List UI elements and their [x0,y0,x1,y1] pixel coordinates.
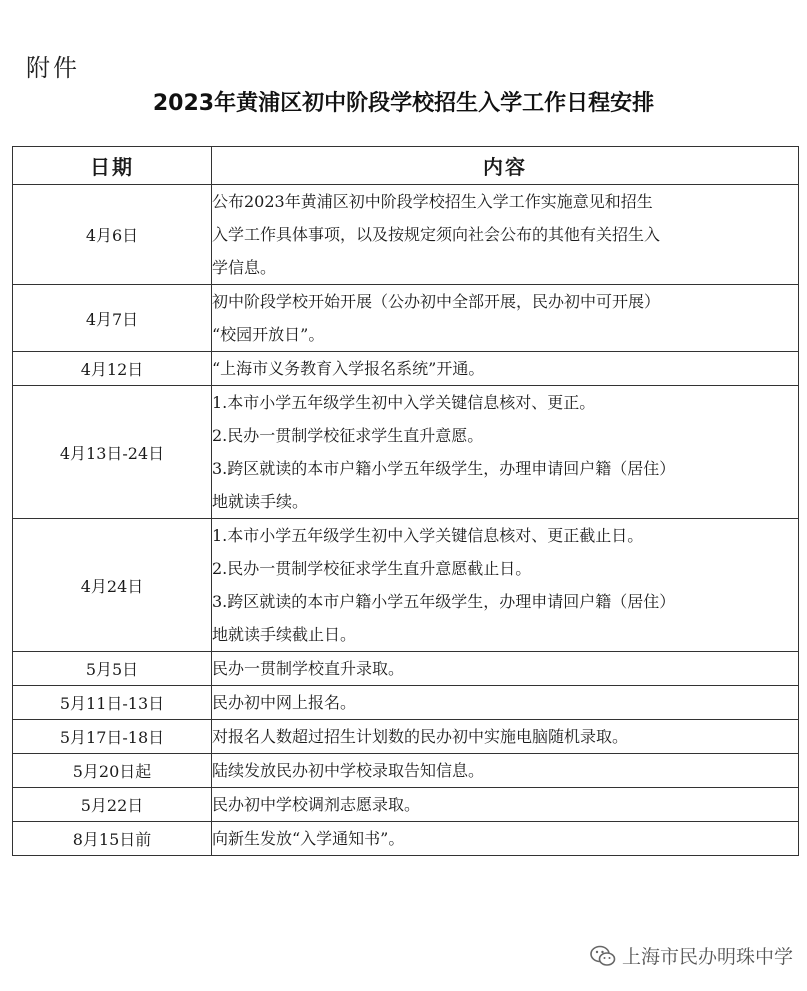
content-cell [212,822,799,856]
content-line: 向新生发放“入学通知书”。 [212,829,405,848]
content-line: 1.本市小学五年级学生初中入学关键信息核对、更正。 [212,393,596,412]
content-line: “校园开放日”。 [212,325,325,344]
content-cell [212,519,799,652]
date-cell: 5月17日-18日 [13,720,212,754]
date-cell: 4月7日 [13,285,212,352]
content-cell [212,386,799,519]
content-column-header: 内容 [212,147,799,185]
date-cell: 5月5日 [13,652,212,686]
content-cell [212,352,799,386]
content-line: 1.本市小学五年级学生初中入学关键信息核对、更正截止日。 [212,526,644,545]
table-header-row [13,147,799,185]
schedule-table [12,146,799,856]
content-line: 3.跨区就读的本市户籍小学五年级学生，办理申请回户籍（居住） [212,459,676,478]
content-line: 地就读手续截止日。 [212,625,357,644]
content-line: 入学工作具体事项，以及按规定须向社会公布的其他有关招生入 [212,225,661,244]
wechat-icon [590,945,616,967]
content-line: 地就读手续。 [212,492,309,511]
content-line: 学信息。 [212,258,277,277]
content-cell [212,686,799,720]
date-cell: 5月20日起 [13,754,212,788]
content-cell [212,652,799,686]
table-row [13,185,799,285]
date-cell: 4月12日 [13,352,212,386]
table-row [13,652,799,686]
date-cell: 4月24日 [13,519,212,652]
table-row [13,788,799,822]
schedule-rows [13,185,799,856]
table-row [13,352,799,386]
table-row [13,720,799,754]
content-cell [212,185,799,285]
content-line: 民办一贯制学校直升录取。 [212,659,405,678]
content-line: 公布2023年黄浦区初中阶段学校招生入学工作实施意见和招生 [212,192,653,211]
table-row [13,285,799,352]
date-cell: 4月13日-24日 [13,386,212,519]
content-line: “上海市义务教育入学报名系统”开通。 [212,359,485,378]
content-line: 初中阶段学校开始开展（公办初中全部开展，民办初中可开展） [212,292,661,311]
content-cell [212,754,799,788]
content-line: 陆续发放民办初中学校录取告知信息。 [212,761,485,780]
content-cell [212,788,799,822]
table-row [13,386,799,519]
page-title: 2023年黄浦区初中阶段学校招生入学工作日程安排 [152,91,655,116]
date-cell: 8月15日前 [13,822,212,856]
content-line: 民办初中学校调剂志愿录取。 [212,795,421,814]
content-line: 2.民办一贯制学校征求学生直升意愿截止日。 [212,559,532,578]
date-cell: 5月22日 [13,788,212,822]
watermark-text: 上海市民办明珠中学 [621,946,793,968]
content-cell [212,285,799,352]
date-cell: 5月11日-13日 [13,686,212,720]
table-row [13,754,799,788]
attachment-label: 附件 [26,54,80,82]
date-column-header: 日期 [13,147,212,185]
table-row [13,686,799,720]
content-line: 民办初中网上报名。 [212,693,357,712]
table-row [13,519,799,652]
content-cell [212,720,799,754]
watermark [590,942,793,969]
content-line: 对报名人数超过招生计划数的民办初中实施电脑随机录取。 [212,727,629,746]
content-line: 2.民办一贯制学校征求学生直升意愿。 [212,426,484,445]
date-cell: 4月6日 [13,185,212,285]
content-line: 3.跨区就读的本市户籍小学五年级学生，办理申请回户籍（居住） [212,592,676,611]
table-row [13,822,799,856]
